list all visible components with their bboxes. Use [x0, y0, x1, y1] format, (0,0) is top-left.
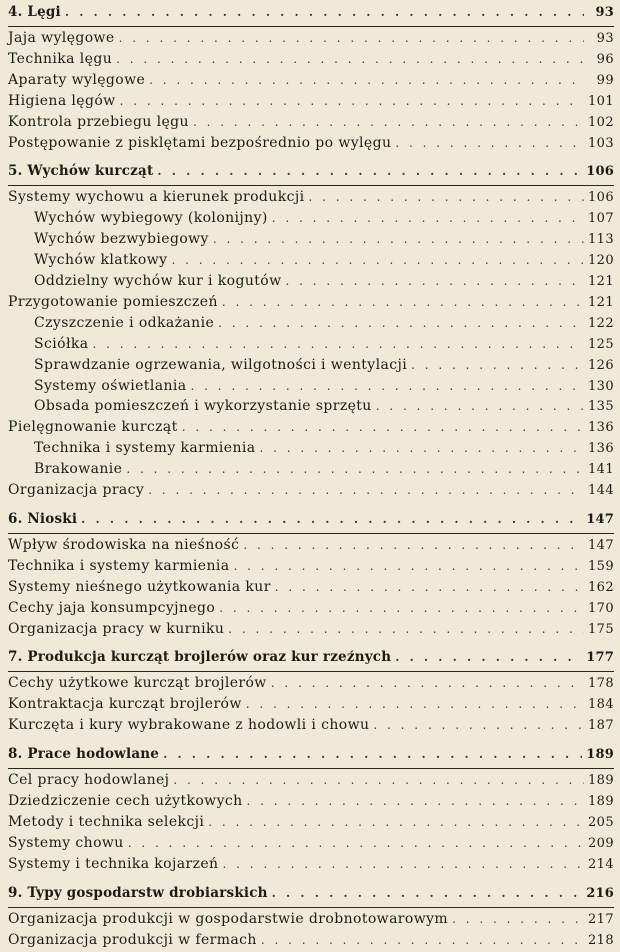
toc-entry-page-number: 189 [587, 794, 614, 809]
toc-entry-page-number: 214 [587, 856, 614, 872]
toc-entry [8, 419, 614, 439]
leader-dots [163, 747, 582, 761]
toc-subentry-title: Technika i systemy karmienia [34, 440, 256, 457]
toc-entry-title: Systemy nieśnego użytkowania kur [8, 578, 271, 595]
leader-dots [65, 5, 584, 19]
toc-subentry-title: Wychów klatkowy [34, 252, 168, 269]
leader-dots [116, 52, 584, 66]
toc-subentry-title: Sprawdzanie ogrzewania, wilgotności i wentylacji [34, 356, 408, 373]
toc-subentry-page-number: 120 [587, 253, 614, 269]
toc-entry-page-number: 102 [587, 114, 614, 130]
chapter-heading [8, 885, 614, 905]
toc-entry-title: Organizacja pracy [8, 482, 145, 498]
section-divider [8, 671, 614, 672]
toc-subentry [34, 231, 614, 251]
toc-entry-page-number: 101 [587, 93, 614, 109]
leader-dots [247, 794, 584, 808]
leader-dots [193, 115, 584, 129]
leader-dots [272, 211, 584, 225]
leader-dots [275, 580, 584, 594]
toc-subentry [34, 461, 614, 481]
chapter-heading-page-number: 216 [586, 885, 614, 901]
toc-subentry-page-number: 122 [587, 315, 614, 331]
toc-entry-title: Organizacja produkcji w gospodarstwie drobnotowarowym [8, 910, 449, 927]
toc-entry [8, 93, 614, 113]
toc-entry-title: Kurczęta i kury wybrakowane z hodowli i chowu [8, 717, 370, 734]
toc-entry-page-number: 103 [587, 135, 614, 151]
toc-entry [8, 482, 614, 502]
section-divider [8, 185, 614, 186]
toc-subentry-title: Wychów wybiegowy (kolonijny) [34, 210, 268, 227]
toc-subentry-page-number: 121 [587, 274, 614, 289]
toc-entry [8, 600, 614, 620]
toc-entry-page-number: 187 [587, 718, 614, 734]
toc-entry-page-number: 218 [587, 932, 614, 948]
toc-entry-page-number: 162 [587, 579, 614, 595]
leader-dots [218, 316, 584, 330]
toc-entry-title: Systemy chowu [8, 834, 124, 851]
toc-subentry [34, 398, 614, 418]
leader-dots [128, 836, 584, 850]
toc-entry [8, 189, 614, 209]
toc-entry [8, 558, 614, 578]
toc-subentry-title: Oddzielny wychów kur i kogutów [34, 273, 282, 289]
toc-entry [8, 814, 614, 834]
toc-subentry-title: Wychów bezwybiegowy [34, 231, 209, 248]
toc-entry [8, 72, 614, 92]
leader-dots [222, 295, 584, 309]
toc-entry-page-number: 189 [587, 773, 614, 789]
leader-dots [411, 358, 584, 372]
toc-entry [8, 579, 614, 599]
toc-entry [8, 675, 614, 695]
toc-subentry-title: Sciółka [34, 335, 89, 352]
leader-dots [120, 94, 584, 108]
chapter-heading-title: 9. Typy gospodarstw drobiarskich [8, 884, 268, 901]
toc-entry [8, 51, 614, 71]
chapter-heading [8, 4, 614, 24]
chapter-heading-title: 4. Lęgi [8, 4, 61, 20]
leader-dots [93, 337, 584, 351]
chapter-heading-page-number: 189 [586, 747, 614, 763]
leader-dots [149, 73, 584, 87]
toc-entry-title: Systemy wychowu a kierunek produkcji [8, 189, 305, 206]
toc-entry [8, 621, 614, 641]
chapter-heading-page-number: 177 [586, 650, 614, 666]
toc-entry-title: Postępowanie z pisklętami bezpośrednio po wylęgu [8, 134, 392, 151]
toc-entry-page-number: 205 [587, 814, 614, 830]
toc-entry-page-number: 106 [587, 190, 614, 206]
toc-subentry [34, 252, 614, 272]
toc-entry-title: Kontrola przebiegu lęgu [8, 113, 189, 130]
toc-subentry [34, 273, 614, 293]
chapter-heading [8, 511, 614, 531]
toc-entry-title: Cechy jaja konsumpcyjnego [8, 599, 216, 616]
toc-subentry [34, 378, 614, 398]
toc-entry-title: Metody i technika selekcji [8, 813, 205, 830]
section-divider [8, 907, 614, 908]
leader-dots [228, 622, 584, 636]
toc-entry [8, 696, 614, 716]
toc-entry-page-number: 121 [587, 294, 614, 310]
leader-dots [119, 31, 584, 45]
chapter-heading-title: 6. Nioski [8, 510, 78, 527]
toc-entry [8, 793, 614, 813]
chapter-heading [8, 649, 614, 669]
leader-dots [376, 399, 584, 413]
toc-entry [8, 135, 614, 155]
toc-entry-page-number: 99 [596, 72, 614, 88]
chapter-heading-page-number: 147 [586, 511, 614, 527]
toc-entry [8, 294, 614, 314]
toc-subentry-page-number: 126 [587, 357, 614, 373]
toc-entry-page-number: 147 [587, 537, 614, 553]
section-divider [8, 768, 614, 769]
toc-entry [8, 30, 614, 50]
leader-dots [148, 483, 584, 497]
leader-dots [260, 441, 584, 455]
leader-dots [173, 773, 584, 787]
toc-entry-page-number: 96 [596, 51, 614, 67]
toc-entry-title: Higiena lęgów [8, 92, 116, 109]
leader-dots [261, 933, 584, 947]
toc-entry-title: Systemy i technika kojarzeń [8, 855, 219, 872]
toc-entry-page-number: 209 [587, 835, 614, 851]
toc-entry-title: Cechy użytkowe kurcząt brojlerów [8, 675, 267, 692]
toc-entry [8, 537, 614, 557]
toc-entry-title: Pielęgnowanie kurcząt [8, 419, 178, 436]
leader-dots [81, 512, 582, 526]
toc-subentry [34, 315, 614, 335]
leader-dots [271, 676, 584, 690]
leader-dots [222, 857, 584, 871]
leader-dots [126, 462, 584, 476]
leader-dots [308, 190, 584, 204]
toc-entry [8, 772, 614, 792]
toc-entry [8, 114, 614, 134]
toc-subentry-page-number: 113 [587, 232, 614, 248]
toc-entry [8, 932, 614, 952]
leader-dots [373, 718, 584, 732]
toc-entry-title: Organizacja produkcji w fermach [8, 931, 257, 948]
toc-entry-page-number: 184 [587, 697, 614, 713]
toc-entry-page-number: 217 [587, 911, 614, 927]
toc-entry-title: Wpływ środowiska na nieśność [8, 536, 240, 553]
toc-subentry [34, 440, 614, 460]
toc-subentry-page-number: 135 [587, 399, 614, 415]
chapter-heading-page-number: 93 [595, 5, 614, 20]
toc-entry-title: Technika lęgu [8, 50, 113, 67]
toc-entry [8, 856, 614, 876]
toc-entry-page-number: 175 [587, 621, 614, 637]
leader-dots [286, 274, 584, 288]
toc-subentry-page-number: 141 [587, 462, 614, 478]
section-divider [8, 26, 614, 27]
leader-dots [219, 601, 584, 615]
leader-dots [157, 164, 582, 178]
leader-dots [272, 886, 583, 900]
leader-dots [395, 136, 584, 150]
leader-dots [243, 538, 584, 552]
toc-subentry-page-number: 130 [587, 378, 614, 394]
toc-subentry-title: Brakowanie [34, 461, 123, 478]
toc-entry-page-number: 136 [587, 420, 614, 436]
leader-dots [213, 232, 584, 246]
chapter-heading-title: 7. Produkcja kurcząt brojlerów oraz kur rzeźnych [8, 649, 392, 666]
chapter-heading [8, 163, 614, 183]
leader-dots [452, 912, 584, 926]
chapter-heading-page-number: 106 [586, 164, 614, 180]
leader-dots [246, 697, 584, 711]
toc-entry-page-number: 178 [587, 676, 614, 692]
toc-entry [8, 835, 614, 855]
toc-subentry [34, 357, 614, 377]
toc-subentry-title: Systemy oświetlania [34, 377, 187, 394]
toc-subentry-title: Czyszczenie i odkażanie [34, 314, 215, 331]
toc-subentry [34, 210, 614, 230]
leader-dots [395, 650, 582, 664]
chapter-heading-title: 8. Prace hodowlane [8, 746, 160, 763]
toc-entry-title: Cel pracy hodowlanej [8, 772, 170, 789]
chapter-heading [8, 746, 614, 766]
toc-entry-title: Przygotowanie pomieszczeń [8, 293, 218, 310]
leader-dots [190, 379, 584, 393]
toc-entry-title: Kontraktacja kurcząt brojlerów [8, 696, 242, 713]
leader-dots [171, 253, 584, 267]
toc-entry [8, 717, 614, 737]
toc-entry-title: Technika i systemy karmienia [8, 557, 230, 574]
toc-subentry-title: Obsada pomieszczeń i wykorzystanie sprzętu [34, 398, 372, 415]
toc-subentry-page-number: 125 [587, 336, 614, 352]
leader-dots [234, 559, 584, 573]
toc-subentry-page-number: 136 [587, 441, 614, 457]
toc-entry-page-number: 144 [587, 483, 614, 498]
chapter-heading-title: 5. Wychów kurcząt [8, 163, 154, 180]
toc-entry-title: Jaja wylęgowe [8, 30, 115, 46]
leader-dots [208, 815, 584, 829]
toc-subentry [34, 336, 614, 356]
section-divider [8, 533, 614, 534]
toc-entry-page-number: 159 [587, 558, 614, 574]
toc-entry-title: Dziedziczenie cech użytkowych [8, 793, 243, 809]
toc-entry-page-number: 170 [587, 600, 614, 616]
toc-subentry-page-number: 107 [587, 211, 614, 227]
toc-entry-page-number: 93 [596, 31, 614, 46]
toc-entry-title: Organizacja pracy w kurniku [8, 620, 225, 637]
toc-entry-title: Aparaty wylęgowe [8, 71, 146, 88]
leader-dots [182, 420, 584, 434]
